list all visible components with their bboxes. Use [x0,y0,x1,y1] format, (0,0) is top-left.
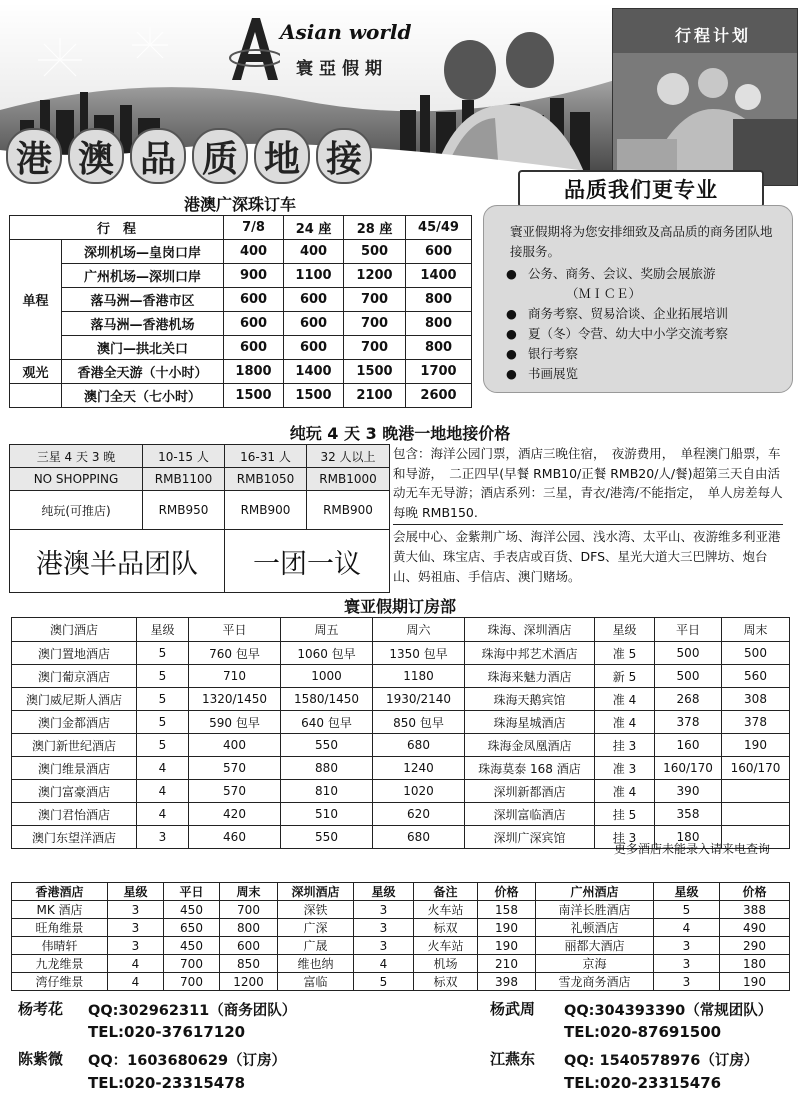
table-cell: 1930/2140 [373,688,465,711]
table-cell: 590 包早 [189,711,281,734]
column-header: 香港酒店 [12,883,108,901]
price-cell: 800 [406,288,472,312]
table-row [10,264,472,288]
table-cell: 4 [137,757,189,780]
table-cell: 210 [478,955,536,973]
brand-title-char: 品 [130,128,186,184]
table-cell: 3 [354,919,414,937]
group-label: 观光 [10,360,62,384]
table-cell: 维也纳 [278,955,354,973]
hotel-section-title: 寰亚假期订房部 [343,597,456,616]
services-list [506,264,728,384]
table-cell: 5 [354,973,414,991]
bullet-icon: ● [506,266,517,281]
price-cell: RMB1050 [225,468,307,491]
itinerary-photo-card [612,8,798,186]
table-cell: 旺角维景 [12,919,108,937]
list-item [506,304,728,324]
package-section-title: 纯玩 4 天 3 晚港一地地接价格 [289,424,511,443]
table-cell: 3 [108,937,164,955]
list-item [506,324,728,344]
table-row [10,360,472,384]
table-row [10,530,390,593]
price-cell: RMB900 [225,491,307,530]
table-cell: 准 4 [595,688,655,711]
table-cell: 700 [164,955,220,973]
table-cell: 500 [722,642,790,665]
column-header: 备注 [414,883,478,901]
table-cell: 390 [655,780,722,803]
table-cell: 388 [720,901,790,919]
column-header: 星级 [108,883,164,901]
table-cell: 珠海中邦艺术酒店 [465,642,595,665]
table-header-row [12,618,790,642]
table-cell: 3 [654,955,720,973]
contact-name: 杨武周 [490,1000,536,1018]
column-header: 平日 [189,618,281,642]
price-cell: 1500 [344,360,406,384]
group-label: 单程 [10,240,62,360]
table-cell: 澳门置地酒店 [12,642,137,665]
price-cell: 1700 [406,360,472,384]
table-cell: 准 4 [595,780,655,803]
table-cell: 澳门威尼斯人酒店 [12,688,137,711]
bullet-icon: ● [506,306,517,321]
services-panel [483,205,793,393]
table-cell: 澳门东望洋酒店 [12,826,137,849]
price-cell: 600 [284,288,344,312]
table-cell: 268 [655,688,722,711]
table-row [12,919,790,937]
contact-qq[interactable]: QQ：1603680629（订房） [88,1053,287,1069]
services-intro: 寰亚假期将为您安排细致及高品质的商务团队地接服务。 [510,224,773,259]
table-cell: 158 [478,901,536,919]
table-cell: 290 [720,937,790,955]
table-cell: 3 [354,901,414,919]
contact-qq[interactable]: QQ:302962311（商务团队） [88,1003,297,1019]
column-header: 价格 [478,883,536,901]
table-cell: 560 [722,665,790,688]
column-header: 周末 [722,618,790,642]
table-cell: 620 [373,803,465,826]
table-cell: 澳门君怡酒店 [12,803,137,826]
column-header: 45/49 [406,216,472,240]
table-cell: 新 5 [595,665,655,688]
table-cell: 准 4 [595,711,655,734]
brand-title-char: 质 [192,128,248,184]
table-cell: 510 [281,803,373,826]
table-row [10,288,472,312]
bullet-icon: ● [506,346,517,361]
table-cell: 澳门葡京酒店 [12,665,137,688]
price-cell: 600 [284,336,344,360]
column-header: 32 人以上 [307,445,390,468]
table-row [12,937,790,955]
table-cell: 1580/1450 [281,688,373,711]
price-cell: 400 [284,240,344,264]
table-cell: 760 包早 [189,642,281,665]
table-cell: 450 [164,901,220,919]
table-cell: 珠海金凤凰酒店 [465,734,595,757]
route-cell: 落马洲—香港机场 [62,312,224,336]
table-row [10,384,472,408]
column-header: 周五 [281,618,373,642]
table-cell: 3 [108,919,164,937]
package-type-cell: NO SHOPPING [10,468,143,491]
table-cell: 190 [478,937,536,955]
contact-qq[interactable]: QQ: 1540578976（订房） [564,1053,759,1069]
table-cell: 4 [108,955,164,973]
table-header-row [10,216,472,240]
table-cell: 澳门金都酒店 [12,711,137,734]
route-cell: 落马洲—香港市区 [62,288,224,312]
bullet-icon: ● [506,366,517,381]
table-cell: 1320/1450 [189,688,281,711]
service-item-label: 夏（冬）令营、幼大中小学交流考察 [528,326,729,341]
table-cell: 3 [654,973,720,991]
table-cell: 650 [164,919,220,937]
price-cell: 1800 [224,360,284,384]
table-cell: 深圳富临酒店 [465,803,595,826]
table-row [12,803,790,826]
table-cell: 深圳广深宾馆 [465,826,595,849]
price-cell: 900 [224,264,284,288]
table-cell: 1200 [220,973,278,991]
brand-title-char: 澳 [68,128,124,184]
price-cell: 1400 [406,264,472,288]
table-row [10,491,390,530]
table-cell: 5 [137,642,189,665]
slogan-banner: 品质我们更专业 [518,170,764,208]
column-header: 星级 [354,883,414,901]
price-cell: 2600 [406,384,472,408]
service-item-label: 书画展览 [528,366,579,381]
package-itinerary: 会展中心、金紫荆广场、海洋公园、浅水湾、太平山、夜游维多利亚港黄大仙、珠宝店、手表店或百货、DFS、星光大道大三巴牌坊、炮台山、妈祖庙、手信店、澳门赌场。 [393,529,781,584]
table-cell: 810 [281,780,373,803]
price-cell: 1100 [284,264,344,288]
half-tour-banner: 港澳半品团队 [10,530,225,593]
table-row [12,688,790,711]
table-cell: 190 [720,973,790,991]
price-cell: 500 [344,240,406,264]
column-header: 深圳酒店 [278,883,354,901]
table-cell: 640 包早 [281,711,373,734]
table-cell: 1180 [373,665,465,688]
table-cell: 富临 [278,973,354,991]
table-cell: 4 [654,919,720,937]
table-cell: 珠海天鹅宾馆 [465,688,595,711]
table-cell: 880 [281,757,373,780]
table-cell: 准 3 [595,757,655,780]
regional-table-body [12,901,790,991]
table-row [12,973,790,991]
table-cell: 1020 [373,780,465,803]
table-cell: 358 [655,803,722,826]
list-item [506,344,728,364]
table-row [12,711,790,734]
table-cell: 澳门维景酒店 [12,757,137,780]
price-cell: 600 [224,336,284,360]
table-cell: 680 [373,826,465,849]
column-header: 澳门酒店 [12,618,137,642]
table-cell: 广晟 [278,937,354,955]
price-cell: 2100 [344,384,406,408]
table-cell: 550 [281,826,373,849]
column-header: 星级 [654,883,720,901]
brand-title-char: 接 [316,128,372,184]
table-cell: 600 [220,937,278,955]
header-banner [0,0,800,190]
table-cell: 5 [137,734,189,757]
table-cell: 450 [164,937,220,955]
table-cell: 深圳新都酒店 [465,780,595,803]
table-header-row [12,883,790,901]
table-row [12,901,790,919]
bullet-icon: ● [506,326,517,341]
table-cell: 3 [654,937,720,955]
table-cell: 5 [137,688,189,711]
contact-name: 陈紫微 [18,1050,64,1068]
column-header: 28 座 [344,216,406,240]
table-cell: 378 [655,711,722,734]
table-cell: 5 [137,711,189,734]
table-row [10,336,472,360]
table-cell: 九龙维景 [12,955,108,973]
column-header: 星级 [595,618,655,642]
table-cell: 4 [108,973,164,991]
table-cell: 398 [478,973,536,991]
package-inclusions: 包含：海洋公园门票，酒店三晚住宿， 夜游费用， 单程澳门船票，车和导游， 二正四早(早餐 RMB10/正餐 RMB20/人/餐)超第三天自由活动无车无导游；酒店系列：三星，青衣/港湾/不能指定， 单人房差每人每晚 RMB150. [393,444,783,525]
table-cell: 广深 [278,919,354,937]
table-cell: 570 [189,757,281,780]
logo-english-name: Asian world [280,20,412,44]
contact-phone[interactable]: TEL:020-87691500 [564,1023,722,1041]
table-row [12,757,790,780]
package-type-cell: 纯玩(可推店) [10,491,143,530]
contact-name: 江燕东 [490,1050,536,1068]
table-cell: 雪龙商务酒店 [536,973,654,991]
table-cell: 珠海莫泰 168 酒店 [465,757,595,780]
table-cell: 1240 [373,757,465,780]
car-rental-table [9,215,472,408]
package-description [393,444,783,586]
list-item [506,284,728,304]
price-cell: 800 [406,312,472,336]
table-cell: 1000 [281,665,373,688]
table-cell: 160 [655,734,722,757]
table-cell: 4 [354,955,414,973]
table-cell: 308 [722,688,790,711]
table-cell: 挂 3 [595,734,655,757]
column-header: 平日 [655,618,722,642]
table-cell: 3 [354,937,414,955]
table-row [12,734,790,757]
more-hotels-note: 更多酒店未能录入请来电查询 [613,842,770,856]
list-item [506,364,728,384]
hotel-booking-table [11,617,790,849]
car-section-title: 港澳广深珠订车 [183,195,296,214]
table-cell: 珠海星城酒店 [465,711,595,734]
table-cell: 湾仔维景 [12,973,108,991]
table-cell: 190 [722,734,790,757]
column-header: 珠海、深圳酒店 [465,618,595,642]
table-cell: 1060 包早 [281,642,373,665]
table-cell: 机场 [414,955,478,973]
column-header: 三星 4 天 3 晚 [10,445,143,468]
table-cell: 标双 [414,919,478,937]
contact-qq[interactable]: QQ:304393390（常规团队） [564,1003,773,1019]
contact-phone[interactable]: TEL:020-23315478 [88,1074,246,1092]
table-cell: 180 [655,826,722,849]
price-cell: 1400 [284,360,344,384]
table-cell: 标双 [414,973,478,991]
column-header: 平日 [164,883,220,901]
table-cell: 420 [189,803,281,826]
price-cell: 700 [344,288,406,312]
table-row [10,312,472,336]
price-cell: 600 [224,288,284,312]
table-cell: 570 [189,780,281,803]
table-cell: 4 [137,780,189,803]
price-cell: 600 [224,312,284,336]
table-cell: 180 [720,955,790,973]
list-item [506,264,728,284]
route-cell: 澳门—拱北关口 [62,336,224,360]
table-cell: 京海 [536,955,654,973]
table-cell: 3 [108,901,164,919]
brand-title [6,128,372,186]
contact-name: 杨考花 [18,1000,64,1018]
table-cell: 700 [220,901,278,919]
table-cell: 460 [189,826,281,849]
table-cell: 深铁 [278,901,354,919]
table-cell: 澳门富豪酒店 [12,780,137,803]
route-cell: 香港全天游（十小时） [62,360,224,384]
price-cell: RMB950 [143,491,225,530]
table-cell: 5 [137,665,189,688]
price-cell: 800 [406,336,472,360]
column-header: 行 程 [10,216,224,240]
table-cell: 火车站 [414,937,478,955]
table-cell: 490 [720,919,790,937]
column-header: 24 座 [284,216,344,240]
table-cell: MK 酒店 [12,901,108,919]
column-header: 周六 [373,618,465,642]
table-row [12,642,790,665]
table-cell: 850 包早 [373,711,465,734]
table-cell: 378 [722,711,790,734]
table-cell: 850 [220,955,278,973]
negotiable-banner: 一团一议 [225,530,390,593]
price-cell: 600 [284,312,344,336]
price-cell: 1200 [344,264,406,288]
table-cell: 挂 5 [595,803,655,826]
route-cell: 深圳机场—皇岗口岸 [62,240,224,264]
service-item-label: （ＭＩＣＥ） [566,286,642,301]
table-row [12,665,790,688]
table-cell [722,803,790,826]
price-cell: 1500 [224,384,284,408]
table-row [12,780,790,803]
table-cell: 珠海来魅力酒店 [465,665,595,688]
table-cell [722,780,790,803]
contact-phone[interactable]: TEL:020-37617120 [88,1023,246,1041]
column-header: 16-31 人 [225,445,307,468]
service-item-label: 商务考察、贸易洽谈、企业拓展培训 [528,306,729,321]
table-cell: 190 [478,919,536,937]
table-cell: 550 [281,734,373,757]
logo-a-mark-icon [228,14,280,84]
price-cell: RMB1000 [307,468,390,491]
table-cell: 火车站 [414,901,478,919]
logo-chinese-name: 寰亞假期 [296,59,388,79]
table-row [10,468,390,491]
table-cell: 680 [373,734,465,757]
table-cell: 500 [655,642,722,665]
column-header: 价格 [720,883,790,901]
table-cell: 710 [189,665,281,688]
price-cell: RMB900 [307,491,390,530]
route-cell: 澳门全天（七小时） [62,384,224,408]
table-cell: 挂 3 [595,826,655,849]
table-cell: 准 5 [595,642,655,665]
service-item-label: 公务、商务、会议、奖励会展旅游 [528,266,716,281]
service-item-label: 银行考察 [528,346,579,361]
price-cell: 400 [224,240,284,264]
route-cell: 广州机场—深圳口岸 [62,264,224,288]
table-row [10,240,472,264]
table-cell: 南洋长胜酒店 [536,901,654,919]
table-cell: 丽都大酒店 [536,937,654,955]
table-cell: 伟晴轩 [12,937,108,955]
itinerary-plan-label: 行程计划 [675,26,752,45]
table-header-row [10,445,390,468]
table-cell: 500 [655,665,722,688]
contact-phone[interactable]: TEL:020-23315476 [564,1074,722,1092]
brand-title-char: 港 [6,128,62,184]
asian-world-logo [228,14,438,88]
package-price-table [9,444,390,593]
table-cell: 400 [189,734,281,757]
price-cell: RMB1100 [143,468,225,491]
price-cell: 1500 [284,384,344,408]
regional-hotel-table [11,882,790,991]
table-cell: 1350 包早 [373,642,465,665]
table-cell: 礼顿酒店 [536,919,654,937]
column-header: 7/8 [224,216,284,240]
table-cell: 160/170 [655,757,722,780]
column-header: 星级 [137,618,189,642]
table-cell: 5 [654,901,720,919]
hotel-table-body [12,642,790,849]
column-header: 周末 [220,883,278,901]
price-cell: 600 [406,240,472,264]
price-cell: 700 [344,312,406,336]
table-cell: 700 [164,973,220,991]
table-cell: 160/170 [722,757,790,780]
table-cell: 4 [137,803,189,826]
column-header: 10-15 人 [143,445,225,468]
price-cell: 700 [344,336,406,360]
column-header: 广州酒店 [536,883,654,901]
table-row [12,955,790,973]
table-cell: 澳门新世纪酒店 [12,734,137,757]
table-cell: 3 [137,826,189,849]
brand-title-char: 地 [254,128,310,184]
table-cell: 800 [220,919,278,937]
